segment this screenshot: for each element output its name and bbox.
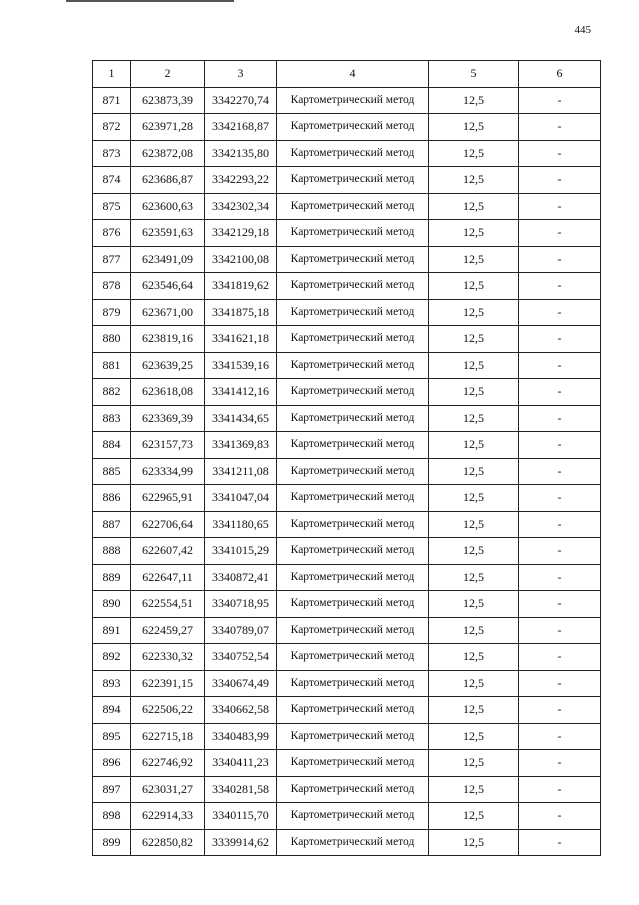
method-cell: Картометрический метод bbox=[277, 829, 429, 856]
description-cell: - bbox=[519, 246, 601, 273]
point-number-cell: 889 bbox=[93, 564, 131, 591]
method-cell: Картометрический метод bbox=[277, 591, 429, 618]
point-number-cell: 899 bbox=[93, 829, 131, 856]
y-coordinate-cell: 3341180,65 bbox=[205, 511, 277, 538]
description-cell: - bbox=[519, 220, 601, 247]
description-cell: - bbox=[519, 193, 601, 220]
y-coordinate-cell: 3342129,18 bbox=[205, 220, 277, 247]
accuracy-cell: 12,5 bbox=[429, 114, 519, 141]
point-number-cell: 888 bbox=[93, 538, 131, 565]
method-cell: Картометрический метод bbox=[277, 87, 429, 114]
table-row bbox=[93, 432, 601, 459]
method-cell: Картометрический метод bbox=[277, 644, 429, 671]
x-coordinate-cell: 622746,92 bbox=[131, 750, 205, 777]
y-coordinate-cell: 3342302,34 bbox=[205, 193, 277, 220]
method-cell: Картометрический метод bbox=[277, 114, 429, 141]
x-coordinate-cell: 623031,27 bbox=[131, 776, 205, 803]
table-row bbox=[93, 617, 601, 644]
table-row bbox=[93, 352, 601, 379]
point-number-cell: 883 bbox=[93, 405, 131, 432]
accuracy-cell: 12,5 bbox=[429, 405, 519, 432]
column-header: 6 bbox=[519, 61, 601, 88]
table-row bbox=[93, 405, 601, 432]
table-header-row bbox=[93, 61, 601, 88]
point-number-cell: 890 bbox=[93, 591, 131, 618]
table-row bbox=[93, 299, 601, 326]
accuracy-cell: 12,5 bbox=[429, 538, 519, 565]
table-row bbox=[93, 776, 601, 803]
table-row bbox=[93, 670, 601, 697]
accuracy-cell: 12,5 bbox=[429, 644, 519, 671]
method-cell: Картометрический метод bbox=[277, 246, 429, 273]
table-row bbox=[93, 511, 601, 538]
method-cell: Картометрический метод bbox=[277, 750, 429, 777]
point-number-cell: 894 bbox=[93, 697, 131, 724]
method-cell: Картометрический метод bbox=[277, 511, 429, 538]
accuracy-cell: 12,5 bbox=[429, 140, 519, 167]
accuracy-cell: 12,5 bbox=[429, 273, 519, 300]
description-cell: - bbox=[519, 697, 601, 724]
table-row bbox=[93, 458, 601, 485]
y-coordinate-cell: 3341819,62 bbox=[205, 273, 277, 300]
description-cell: - bbox=[519, 352, 601, 379]
point-number-cell: 882 bbox=[93, 379, 131, 406]
method-cell: Картометрический метод bbox=[277, 697, 429, 724]
method-cell: Картометрический метод bbox=[277, 803, 429, 830]
x-coordinate-cell: 622554,51 bbox=[131, 591, 205, 618]
y-coordinate-cell: 3342168,87 bbox=[205, 114, 277, 141]
accuracy-cell: 12,5 bbox=[429, 352, 519, 379]
x-coordinate-cell: 623546,64 bbox=[131, 273, 205, 300]
x-coordinate-cell: 622607,42 bbox=[131, 538, 205, 565]
point-number-cell: 892 bbox=[93, 644, 131, 671]
description-cell: - bbox=[519, 140, 601, 167]
accuracy-cell: 12,5 bbox=[429, 803, 519, 830]
x-coordinate-cell: 622965,91 bbox=[131, 485, 205, 512]
point-number-cell: 875 bbox=[93, 193, 131, 220]
accuracy-cell: 12,5 bbox=[429, 193, 519, 220]
table-row bbox=[93, 273, 601, 300]
description-cell: - bbox=[519, 432, 601, 459]
point-number-cell: 871 bbox=[93, 87, 131, 114]
y-coordinate-cell: 3340718,95 bbox=[205, 591, 277, 618]
description-cell: - bbox=[519, 405, 601, 432]
accuracy-cell: 12,5 bbox=[429, 750, 519, 777]
description-cell: - bbox=[519, 167, 601, 194]
description-cell: - bbox=[519, 776, 601, 803]
y-coordinate-cell: 3340281,58 bbox=[205, 776, 277, 803]
table-row bbox=[93, 379, 601, 406]
x-coordinate-cell: 623600,63 bbox=[131, 193, 205, 220]
method-cell: Картометрический метод bbox=[277, 193, 429, 220]
x-coordinate-cell: 623369,39 bbox=[131, 405, 205, 432]
point-number-cell: 872 bbox=[93, 114, 131, 141]
method-cell: Картометрический метод bbox=[277, 723, 429, 750]
point-number-cell: 884 bbox=[93, 432, 131, 459]
method-cell: Картометрический метод bbox=[277, 538, 429, 565]
method-cell: Картометрический метод bbox=[277, 273, 429, 300]
accuracy-cell: 12,5 bbox=[429, 458, 519, 485]
x-coordinate-cell: 622506,22 bbox=[131, 697, 205, 724]
y-coordinate-cell: 3341047,04 bbox=[205, 485, 277, 512]
page-number: 445 bbox=[574, 24, 591, 36]
x-coordinate-cell: 623618,08 bbox=[131, 379, 205, 406]
y-coordinate-cell: 3341211,08 bbox=[205, 458, 277, 485]
method-cell: Картометрический метод bbox=[277, 379, 429, 406]
point-number-cell: 887 bbox=[93, 511, 131, 538]
table-row bbox=[93, 723, 601, 750]
x-coordinate-cell: 622330,32 bbox=[131, 644, 205, 671]
column-header: 4 bbox=[277, 61, 429, 88]
y-coordinate-cell: 3342270,74 bbox=[205, 87, 277, 114]
description-cell: - bbox=[519, 485, 601, 512]
method-cell: Картометрический метод bbox=[277, 564, 429, 591]
point-number-cell: 881 bbox=[93, 352, 131, 379]
accuracy-cell: 12,5 bbox=[429, 564, 519, 591]
point-number-cell: 886 bbox=[93, 485, 131, 512]
y-coordinate-cell: 3342100,08 bbox=[205, 246, 277, 273]
table-row bbox=[93, 750, 601, 777]
point-number-cell: 876 bbox=[93, 220, 131, 247]
method-cell: Картометрический метод bbox=[277, 617, 429, 644]
table-row bbox=[93, 485, 601, 512]
method-cell: Картометрический метод bbox=[277, 670, 429, 697]
point-number-cell: 885 bbox=[93, 458, 131, 485]
y-coordinate-cell: 3341621,18 bbox=[205, 326, 277, 353]
x-coordinate-cell: 622850,82 bbox=[131, 829, 205, 856]
table-row bbox=[93, 591, 601, 618]
y-coordinate-cell: 3341369,83 bbox=[205, 432, 277, 459]
table-row bbox=[93, 644, 601, 671]
x-coordinate-cell: 623491,09 bbox=[131, 246, 205, 273]
method-cell: Картометрический метод bbox=[277, 326, 429, 353]
y-coordinate-cell: 3342135,80 bbox=[205, 140, 277, 167]
accuracy-cell: 12,5 bbox=[429, 670, 519, 697]
table-row bbox=[93, 114, 601, 141]
description-cell: - bbox=[519, 723, 601, 750]
method-cell: Картометрический метод bbox=[277, 140, 429, 167]
description-cell: - bbox=[519, 299, 601, 326]
description-cell: - bbox=[519, 617, 601, 644]
y-coordinate-cell: 3340115,70 bbox=[205, 803, 277, 830]
accuracy-cell: 12,5 bbox=[429, 167, 519, 194]
accuracy-cell: 12,5 bbox=[429, 617, 519, 644]
table-row bbox=[93, 697, 601, 724]
y-coordinate-cell: 3340872,41 bbox=[205, 564, 277, 591]
accuracy-cell: 12,5 bbox=[429, 591, 519, 618]
y-coordinate-cell: 3340662,58 bbox=[205, 697, 277, 724]
table-row bbox=[93, 140, 601, 167]
accuracy-cell: 12,5 bbox=[429, 326, 519, 353]
description-cell: - bbox=[519, 114, 601, 141]
y-coordinate-cell: 3340411,23 bbox=[205, 750, 277, 777]
description-cell: - bbox=[519, 458, 601, 485]
description-cell: - bbox=[519, 87, 601, 114]
description-cell: - bbox=[519, 644, 601, 671]
accuracy-cell: 12,5 bbox=[429, 697, 519, 724]
method-cell: Картометрический метод bbox=[277, 220, 429, 247]
description-cell: - bbox=[519, 511, 601, 538]
y-coordinate-cell: 3341434,65 bbox=[205, 405, 277, 432]
description-cell: - bbox=[519, 750, 601, 777]
point-number-cell: 896 bbox=[93, 750, 131, 777]
table-body bbox=[93, 87, 601, 856]
table-row bbox=[93, 193, 601, 220]
x-coordinate-cell: 623157,73 bbox=[131, 432, 205, 459]
accuracy-cell: 12,5 bbox=[429, 511, 519, 538]
y-coordinate-cell: 3339914,62 bbox=[205, 829, 277, 856]
point-number-cell: 891 bbox=[93, 617, 131, 644]
table-row bbox=[93, 326, 601, 353]
x-coordinate-cell: 622715,18 bbox=[131, 723, 205, 750]
table-row bbox=[93, 803, 601, 830]
x-coordinate-cell: 623873,39 bbox=[131, 87, 205, 114]
method-cell: Картометрический метод bbox=[277, 432, 429, 459]
x-coordinate-cell: 623819,16 bbox=[131, 326, 205, 353]
description-cell: - bbox=[519, 829, 601, 856]
accuracy-cell: 12,5 bbox=[429, 299, 519, 326]
column-header: 1 bbox=[93, 61, 131, 88]
x-coordinate-cell: 623334,99 bbox=[131, 458, 205, 485]
column-header: 5 bbox=[429, 61, 519, 88]
point-number-cell: 874 bbox=[93, 167, 131, 194]
x-coordinate-cell: 623671,00 bbox=[131, 299, 205, 326]
description-cell: - bbox=[519, 803, 601, 830]
accuracy-cell: 12,5 bbox=[429, 87, 519, 114]
y-coordinate-cell: 3342293,22 bbox=[205, 167, 277, 194]
point-number-cell: 879 bbox=[93, 299, 131, 326]
y-coordinate-cell: 3340674,49 bbox=[205, 670, 277, 697]
description-cell: - bbox=[519, 591, 601, 618]
description-cell: - bbox=[519, 670, 601, 697]
x-coordinate-cell: 623971,28 bbox=[131, 114, 205, 141]
coordinates-table bbox=[92, 60, 601, 856]
y-coordinate-cell: 3341539,16 bbox=[205, 352, 277, 379]
y-coordinate-cell: 3341875,18 bbox=[205, 299, 277, 326]
accuracy-cell: 12,5 bbox=[429, 723, 519, 750]
y-coordinate-cell: 3340752,54 bbox=[205, 644, 277, 671]
method-cell: Картометрический метод bbox=[277, 167, 429, 194]
point-number-cell: 895 bbox=[93, 723, 131, 750]
y-coordinate-cell: 3341412,16 bbox=[205, 379, 277, 406]
point-number-cell: 873 bbox=[93, 140, 131, 167]
table-row bbox=[93, 564, 601, 591]
table-row bbox=[93, 246, 601, 273]
method-cell: Картометрический метод bbox=[277, 485, 429, 512]
table-row bbox=[93, 87, 601, 114]
y-coordinate-cell: 3340789,07 bbox=[205, 617, 277, 644]
accuracy-cell: 12,5 bbox=[429, 379, 519, 406]
point-number-cell: 880 bbox=[93, 326, 131, 353]
x-coordinate-cell: 622706,64 bbox=[131, 511, 205, 538]
x-coordinate-cell: 623591,63 bbox=[131, 220, 205, 247]
x-coordinate-cell: 623686,87 bbox=[131, 167, 205, 194]
table-row bbox=[93, 538, 601, 565]
accuracy-cell: 12,5 bbox=[429, 220, 519, 247]
table-row bbox=[93, 220, 601, 247]
y-coordinate-cell: 3341015,29 bbox=[205, 538, 277, 565]
description-cell: - bbox=[519, 538, 601, 565]
x-coordinate-cell: 622459,27 bbox=[131, 617, 205, 644]
column-header: 3 bbox=[205, 61, 277, 88]
table-row bbox=[93, 167, 601, 194]
x-coordinate-cell: 622647,11 bbox=[131, 564, 205, 591]
method-cell: Картометрический метод bbox=[277, 776, 429, 803]
method-cell: Картометрический метод bbox=[277, 405, 429, 432]
description-cell: - bbox=[519, 379, 601, 406]
y-coordinate-cell: 3340483,99 bbox=[205, 723, 277, 750]
description-cell: - bbox=[519, 273, 601, 300]
point-number-cell: 897 bbox=[93, 776, 131, 803]
description-cell: - bbox=[519, 564, 601, 591]
table-row bbox=[93, 829, 601, 856]
x-coordinate-cell: 623639,25 bbox=[131, 352, 205, 379]
point-number-cell: 898 bbox=[93, 803, 131, 830]
x-coordinate-cell: 623872,08 bbox=[131, 140, 205, 167]
accuracy-cell: 12,5 bbox=[429, 432, 519, 459]
x-coordinate-cell: 622914,33 bbox=[131, 803, 205, 830]
method-cell: Картометрический метод bbox=[277, 352, 429, 379]
accuracy-cell: 12,5 bbox=[429, 246, 519, 273]
point-number-cell: 878 bbox=[93, 273, 131, 300]
x-coordinate-cell: 622391,15 bbox=[131, 670, 205, 697]
accuracy-cell: 12,5 bbox=[429, 829, 519, 856]
column-header: 2 bbox=[131, 61, 205, 88]
method-cell: Картометрический метод bbox=[277, 299, 429, 326]
description-cell: - bbox=[519, 326, 601, 353]
accuracy-cell: 12,5 bbox=[429, 776, 519, 803]
top-border-line bbox=[66, 0, 234, 2]
point-number-cell: 893 bbox=[93, 670, 131, 697]
method-cell: Картометрический метод bbox=[277, 458, 429, 485]
accuracy-cell: 12,5 bbox=[429, 485, 519, 512]
point-number-cell: 877 bbox=[93, 246, 131, 273]
